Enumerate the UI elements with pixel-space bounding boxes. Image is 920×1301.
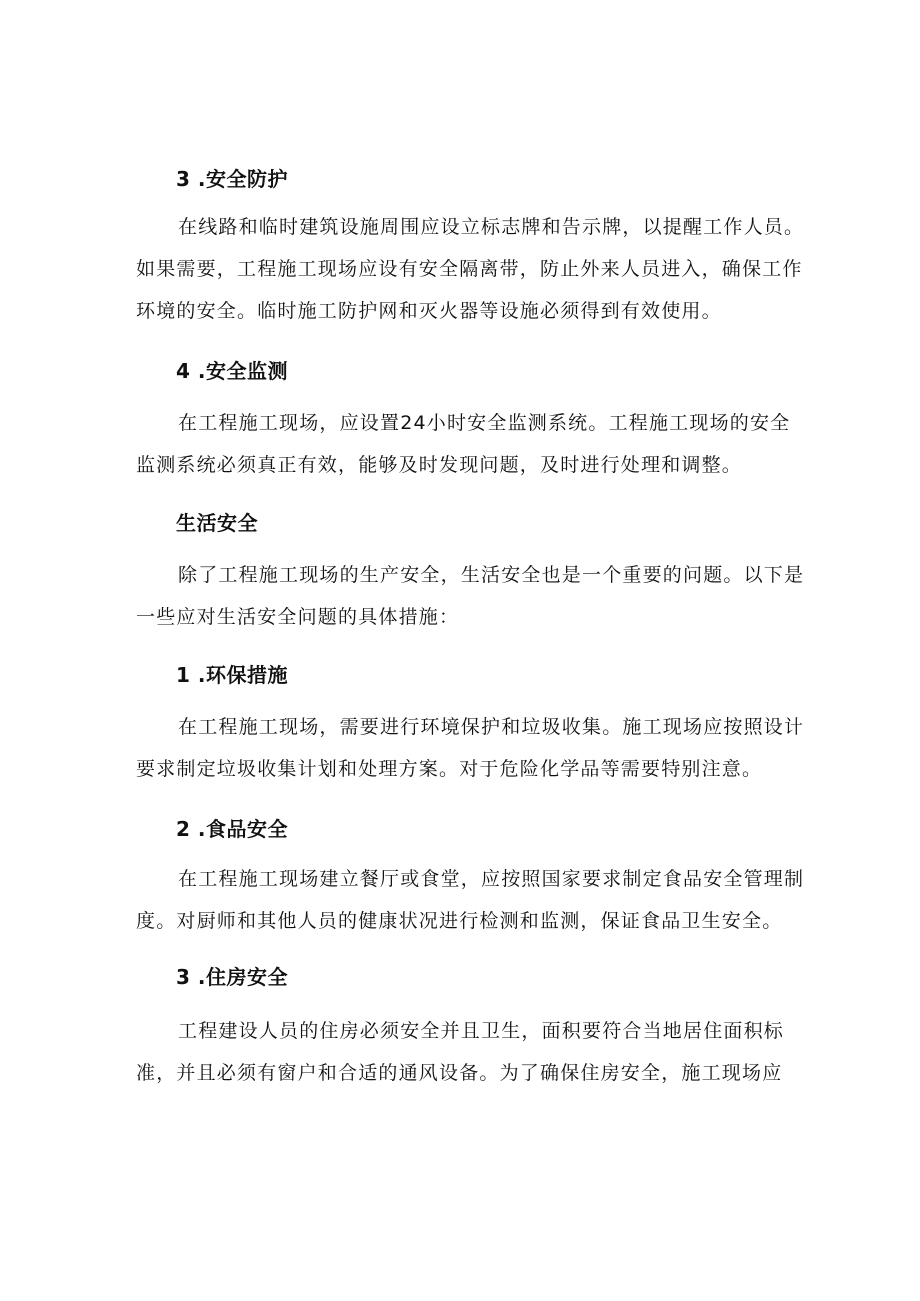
paragraph-line: 在工程施工现场，应设置24小时安全监测系统。工程施工现场的安全 [178,412,791,434]
paragraph-line: 准，并且必须有窗户和合适的通风设备。为了确保住房安全，施工现场应 [136,1062,783,1084]
section-heading-living-safety: 生活安全 [176,511,258,535]
paragraph-line: 在线路和临时建筑设施周围应设立标志牌和告示牌，以提醒工作人员。 [178,216,805,238]
paragraph-line: 在工程施工现场，需要进行环境保护和垃圾收集。施工现场应按照设计 [178,716,805,738]
paragraph-line: 监测系统必须真正有效，能够及时发现问题，及时进行处理和调整。 [136,454,743,476]
paragraph-line: 在工程施工现场建立餐厅或食堂，应按照国家要求制定食品安全管理制 [178,868,805,890]
paragraph-line: 除了工程施工现场的生产安全，生活安全也是一个重要的问题。以下是 [178,564,805,586]
section-heading-safety-monitoring: 4 .安全监测 [176,359,288,383]
paragraph-line: 一些应对生活安全问题的具体措施： [136,606,460,628]
paragraph-line: 如果需要，工程施工现场应设有安全隔离带，防止外来人员进入，确保工作 [136,258,803,280]
paragraph-line: 要求制定垃圾收集计划和处理方案。对于危险化学品等需要特别注意。 [136,758,763,780]
paragraph-line: 环境的安全。临时施工防护网和灭火器等设施必须得到有效使用。 [136,300,722,322]
section-heading-food-safety: 2 .食品安全 [176,817,288,841]
paragraph-line: 度。对厨师和其他人员的健康状况进行检测和监测，保证食品卫生安全。 [136,910,783,932]
section-heading-safety-protection: 3 .安全防护 [176,167,288,191]
paragraph-line: 工程建设人员的住房必须安全并且卫生，面积要符合当地居住面积标 [178,1020,785,1042]
section-heading-environmental-measures: 1 .环保措施 [176,663,288,687]
section-heading-housing-safety: 3 .住房安全 [176,965,288,989]
